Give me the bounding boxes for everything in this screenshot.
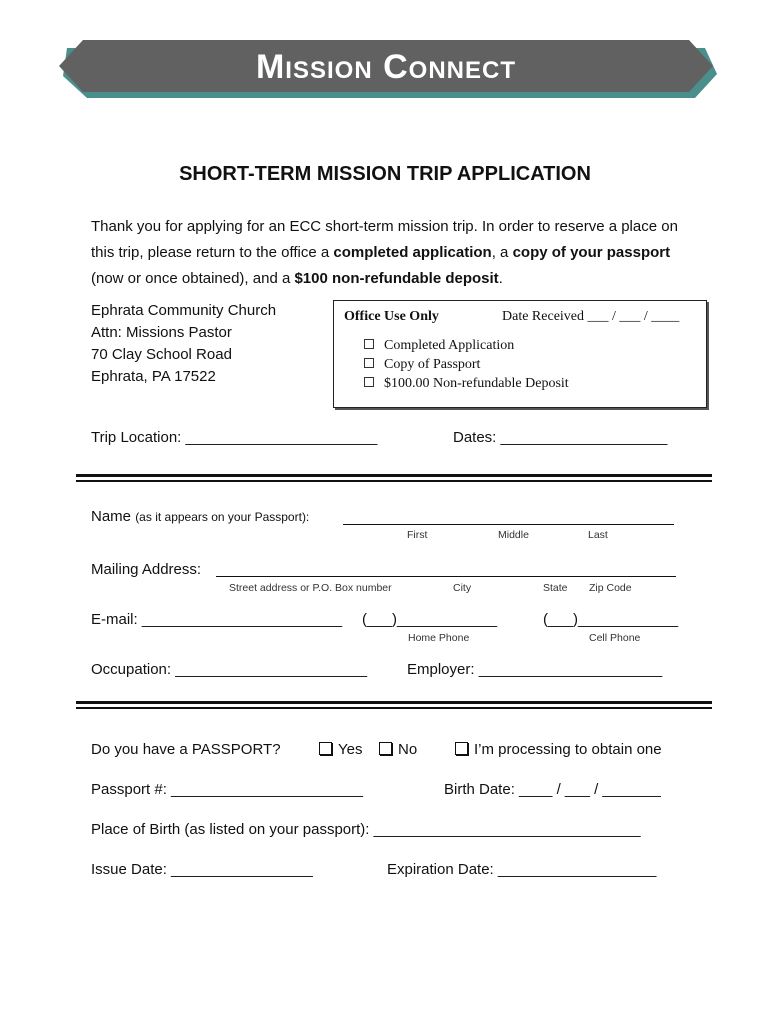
intro-bold-deposit: $100 non-refundable deposit <box>294 270 499 287</box>
passport-no-option[interactable] <box>379 741 417 758</box>
office-check-label: Completed Application <box>384 338 515 353</box>
office-check-completed-application[interactable] <box>364 338 514 354</box>
expiration-date-field[interactable]: Expiration Date: ___________________ <box>387 861 657 878</box>
address-line: Ephrata Community Church <box>91 302 277 319</box>
birth-date-field[interactable]: Birth Date: ____ / ___ / _______ <box>444 781 661 798</box>
church-address <box>91 300 276 388</box>
cell-phone-field[interactable]: (___)____________ <box>543 611 679 628</box>
home-phone-field[interactable]: (___)____________ <box>362 611 498 628</box>
email-field[interactable]: E-mail: ________________________ <box>91 611 343 628</box>
issue-date-field[interactable]: Issue Date: _________________ <box>91 861 313 878</box>
zip-caption: Zip Code <box>589 582 632 594</box>
address-line: Ephrata, PA 17522 <box>91 368 216 385</box>
checkbox-icon[interactable] <box>364 377 374 387</box>
intro-text-4: . <box>498 270 503 287</box>
place-of-birth-field[interactable]: Place of Birth (as listed on your passport): ________________________________ <box>91 821 641 838</box>
intro-text-2: , a <box>491 244 513 261</box>
office-use-heading: Office Use Only <box>344 309 439 324</box>
page-title: SHORT-TERM MISSION TRIP APPLICATION <box>179 163 591 185</box>
date-received-field[interactable]: Date Received ___ / ___ / ____ <box>502 309 680 324</box>
passport-no-label: No <box>398 741 418 758</box>
office-use-box <box>333 300 707 408</box>
section-divider <box>76 480 712 482</box>
checkbox-icon[interactable] <box>455 742 468 755</box>
banner-title: Mission Connect <box>255 48 516 86</box>
first-name-caption: First <box>407 529 428 541</box>
passport-yes-option[interactable] <box>319 741 362 758</box>
passport-processing-option[interactable] <box>455 741 662 758</box>
passport-yes-label: Yes <box>338 741 363 758</box>
checkbox-icon[interactable] <box>319 742 332 755</box>
last-name-caption: Last <box>588 529 608 541</box>
intro-bold-completed-application: completed application <box>333 244 492 261</box>
checkbox-icon[interactable] <box>364 339 374 349</box>
intro-paragraph <box>91 214 691 292</box>
section-divider <box>76 474 712 477</box>
trip-dates-field[interactable]: Dates: ____________________ <box>453 429 668 446</box>
mailing-address-label: Mailing Address: <box>91 561 202 578</box>
office-check-deposit[interactable] <box>364 376 569 392</box>
name-label <box>91 508 309 525</box>
street-caption: Street address or P.O. Box number <box>229 582 392 594</box>
mission-connect-banner <box>55 38 717 100</box>
employer-field[interactable]: Employer: ______________________ <box>407 661 663 678</box>
city-caption: City <box>453 582 472 594</box>
office-check-label: $100.00 Non-refundable Deposit <box>384 376 569 391</box>
checkbox-icon[interactable] <box>379 742 392 755</box>
checkbox-icon[interactable] <box>364 358 374 368</box>
name-note: (as it appears on your Passport): <box>135 510 310 524</box>
name-input-line[interactable] <box>343 524 674 525</box>
name-label-text: Name <box>91 508 132 525</box>
intro-text-1: Thank you for applying for an ECC short-term mission trip. In order to reserve a place on this trip, please return to the office a <box>91 218 678 261</box>
trip-location-field[interactable]: Trip Location: _______________________ <box>91 429 378 446</box>
intro-bold-copy-of-passport: copy of your passport <box>512 244 671 261</box>
state-caption: State <box>543 582 568 594</box>
office-check-copy-of-passport[interactable] <box>364 357 480 373</box>
section-divider <box>76 707 712 709</box>
passport-number-field[interactable]: Passport #: _______________________ <box>91 781 363 798</box>
intro-text-3: (now or once obtained), and a <box>91 270 295 287</box>
mailing-address-input-line[interactable] <box>216 576 676 577</box>
address-line: Attn: Missions Pastor <box>91 324 232 341</box>
address-line: 70 Clay School Road <box>91 346 232 363</box>
middle-name-caption: Middle <box>498 529 529 541</box>
occupation-field[interactable]: Occupation: _______________________ <box>91 661 368 678</box>
section-divider <box>76 701 712 704</box>
office-check-label: Copy of Passport <box>384 357 481 372</box>
passport-question: Do you have a PASSPORT? <box>91 741 281 758</box>
cell-phone-caption: Cell Phone <box>589 632 641 644</box>
passport-processing-label: I’m processing to obtain one <box>474 741 662 758</box>
home-phone-caption: Home Phone <box>408 632 470 644</box>
